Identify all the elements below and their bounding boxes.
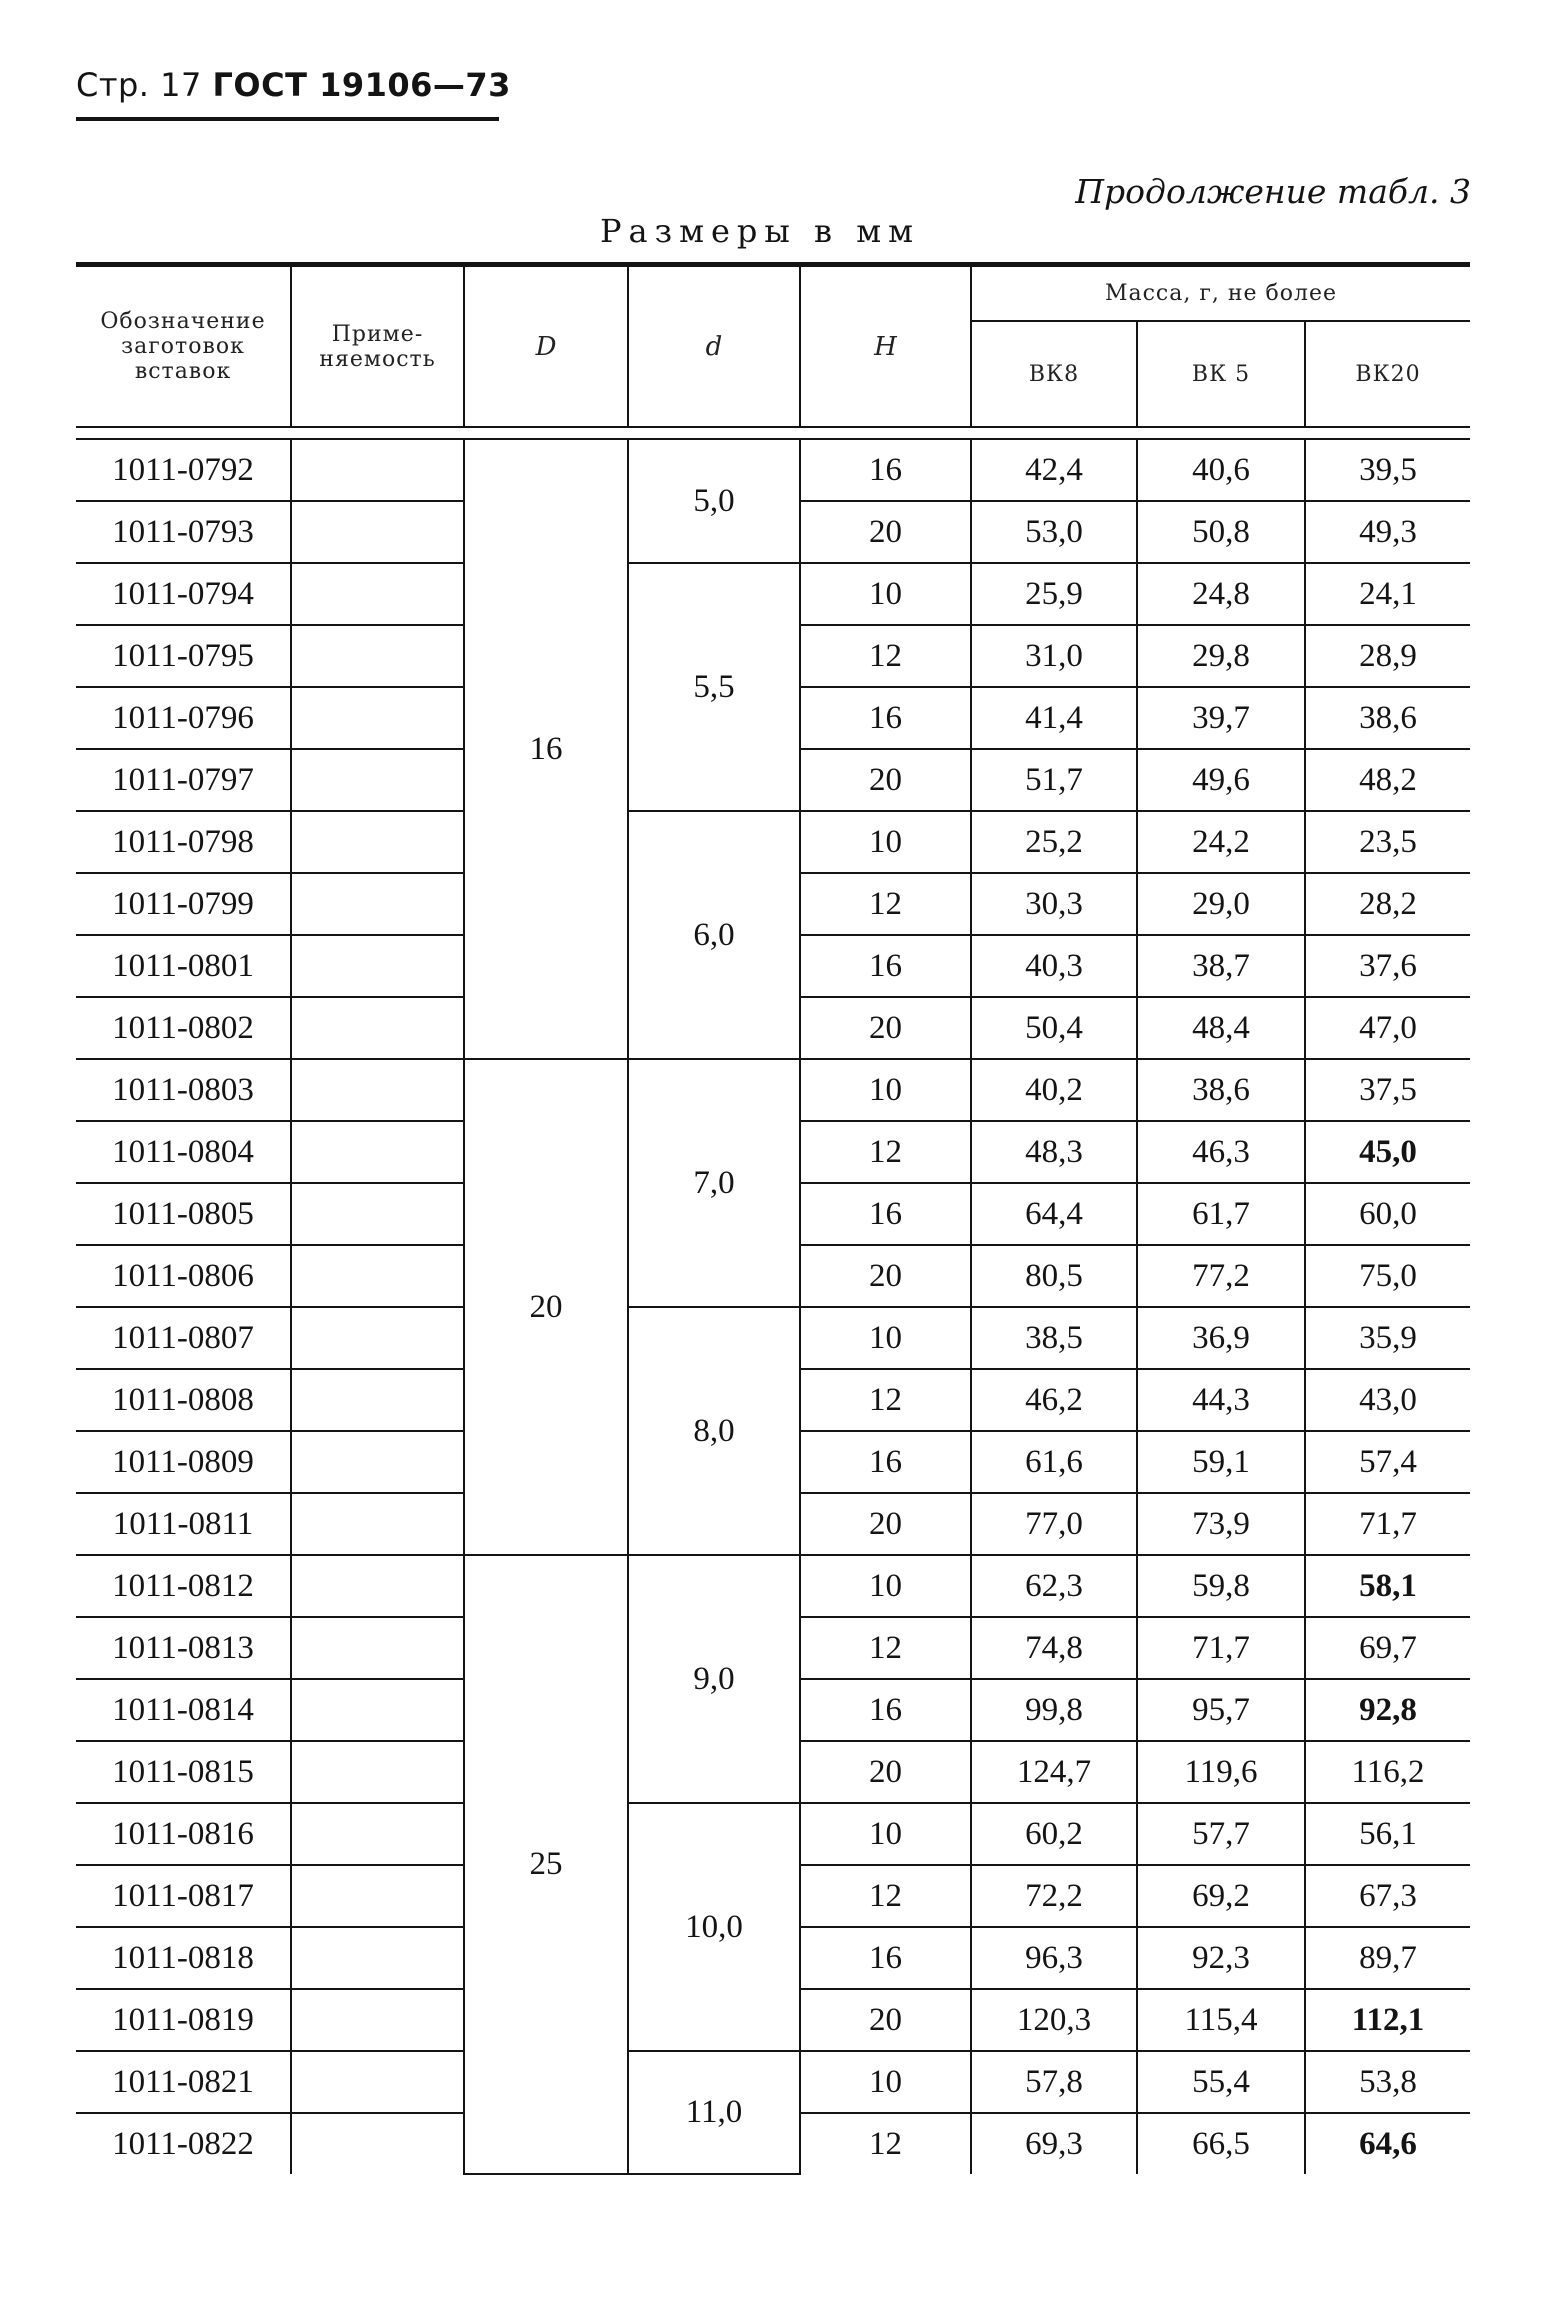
header-separator [76, 427, 1470, 439]
cell-mass-vk20: 45,0 [1305, 1121, 1470, 1183]
dimensions-note: Размеры в мм [600, 212, 920, 250]
cell-mass-vk20: 89,7 [1305, 1927, 1470, 1989]
table-row [76, 1307, 1470, 1369]
cell-mass-vk15: 71,7 [1137, 1617, 1305, 1679]
cell-applicability [291, 1555, 464, 1617]
cell-mass-vk20: 48,2 [1305, 749, 1470, 811]
cell-mass-vk20: 56,1 [1305, 1803, 1470, 1865]
col-header-vk20: ВК20 [1305, 321, 1470, 427]
cell-mass-vk20: 28,9 [1305, 625, 1470, 687]
page-number: Стр. 17 [76, 66, 202, 104]
cell-mass-vk15: 73,9 [1137, 1493, 1305, 1555]
cell-mass-vk15: 61,7 [1137, 1183, 1305, 1245]
page-header [76, 66, 511, 104]
cell-mass-vk20: 23,5 [1305, 811, 1470, 873]
cell-mass-vk8: 40,3 [971, 935, 1137, 997]
cell-applicability [291, 439, 464, 501]
cell-mass-vk15: 48,4 [1137, 997, 1305, 1059]
cell-mass-vk20: 69,7 [1305, 1617, 1470, 1679]
cell-applicability [291, 935, 464, 997]
mass-table [76, 267, 1470, 2175]
table-body [76, 439, 1470, 2174]
cell-H: 12 [800, 1617, 971, 1679]
cell-applicability [291, 2113, 464, 2174]
cell-H: 16 [800, 1679, 971, 1741]
cell-applicability [291, 1493, 464, 1555]
standard-number: ГОСТ 19106—73 [212, 66, 511, 104]
cell-mass-vk15: 66,5 [1137, 2113, 1305, 2174]
cell-applicability [291, 501, 464, 563]
table-row [76, 1059, 1470, 1121]
table-row [76, 2051, 1470, 2113]
cell-applicability [291, 1059, 464, 1121]
cell-code: 1011-0796 [76, 687, 291, 749]
cell-mass-vk20: 112,1 [1305, 1989, 1470, 2051]
cell-code: 1011-0795 [76, 625, 291, 687]
cell-applicability [291, 2051, 464, 2113]
cell-mass-vk8: 46,2 [971, 1369, 1137, 1431]
cell-applicability [291, 1617, 464, 1679]
cell-H: 16 [800, 1431, 971, 1493]
cell-applicability [291, 1369, 464, 1431]
cell-mass-vk20: 71,7 [1305, 1493, 1470, 1555]
cell-d-group: 5,0 [628, 439, 800, 563]
cell-mass-vk20: 116,2 [1305, 1741, 1470, 1803]
cell-mass-vk20: 47,0 [1305, 997, 1470, 1059]
cell-mass-vk15: 50,8 [1137, 501, 1305, 563]
table-container [76, 262, 1470, 2175]
cell-mass-vk8: 48,3 [971, 1121, 1137, 1183]
cell-mass-vk8: 77,0 [971, 1493, 1137, 1555]
table-row [76, 1555, 1470, 1617]
cell-H: 16 [800, 1927, 971, 1989]
cell-mass-vk8: 25,2 [971, 811, 1137, 873]
cell-mass-vk15: 55,4 [1137, 2051, 1305, 2113]
cell-mass-vk15: 92,3 [1137, 1927, 1305, 1989]
cell-applicability [291, 1989, 464, 2051]
cell-code: 1011-0821 [76, 2051, 291, 2113]
cell-mass-vk20: 37,5 [1305, 1059, 1470, 1121]
cell-mass-vk8: 60,2 [971, 1803, 1137, 1865]
cell-mass-vk20: 49,3 [1305, 501, 1470, 563]
cell-applicability [291, 625, 464, 687]
cell-applicability [291, 1865, 464, 1927]
cell-mass-vk20: 67,3 [1305, 1865, 1470, 1927]
cell-H: 10 [800, 1555, 971, 1617]
cell-mass-vk8: 69,3 [971, 2113, 1137, 2174]
cell-mass-vk15: 115,4 [1137, 1989, 1305, 2051]
cell-H: 12 [800, 873, 971, 935]
cell-code: 1011-0806 [76, 1245, 291, 1307]
cell-H: 10 [800, 1059, 971, 1121]
cell-d-group: 6,0 [628, 811, 800, 1059]
cell-mass-vk8: 62,3 [971, 1555, 1137, 1617]
cell-H: 16 [800, 935, 971, 997]
cell-applicability [291, 873, 464, 935]
cell-mass-vk8: 53,0 [971, 501, 1137, 563]
cell-code: 1011-0808 [76, 1369, 291, 1431]
cell-mass-vk8: 80,5 [971, 1245, 1137, 1307]
cell-mass-vk15: 119,6 [1137, 1741, 1305, 1803]
cell-H: 10 [800, 1307, 971, 1369]
cell-mass-vk8: 96,3 [971, 1927, 1137, 1989]
cell-d-group: 10,0 [628, 1803, 800, 2051]
cell-applicability [291, 1121, 464, 1183]
table-row [76, 439, 1470, 501]
cell-code: 1011-0819 [76, 1989, 291, 2051]
cell-mass-vk8: 31,0 [971, 625, 1137, 687]
cell-applicability [291, 749, 464, 811]
col-header-d-label: d [705, 331, 723, 362]
cell-code: 1011-0805 [76, 1183, 291, 1245]
cell-D-group: 20 [464, 1059, 628, 1555]
col-header-D-label: D [535, 331, 557, 362]
cell-mass-vk15: 24,8 [1137, 563, 1305, 625]
cell-mass-vk8: 50,4 [971, 997, 1137, 1059]
cell-mass-vk20: 60,0 [1305, 1183, 1470, 1245]
cell-mass-vk20: 35,9 [1305, 1307, 1470, 1369]
cell-mass-vk20: 64,6 [1305, 2113, 1470, 2174]
cell-mass-vk20: 75,0 [1305, 1245, 1470, 1307]
cell-d-group: 7,0 [628, 1059, 800, 1307]
cell-code: 1011-0802 [76, 997, 291, 1059]
cell-mass-vk8: 42,4 [971, 439, 1137, 501]
cell-mass-vk15: 57,7 [1137, 1803, 1305, 1865]
cell-code: 1011-0818 [76, 1927, 291, 1989]
cell-mass-vk8: 64,4 [971, 1183, 1137, 1245]
cell-mass-vk8: 40,2 [971, 1059, 1137, 1121]
table-row [76, 563, 1470, 625]
cell-code: 1011-0815 [76, 1741, 291, 1803]
cell-H: 20 [800, 997, 971, 1059]
cell-mass-vk15: 59,1 [1137, 1431, 1305, 1493]
table-continuation-label: Продолжение табл. 3 [1075, 172, 1471, 211]
table-row [76, 811, 1470, 873]
cell-D-group: 25 [464, 1555, 628, 2174]
cell-mass-vk15: 24,2 [1137, 811, 1305, 873]
cell-d-group: 9,0 [628, 1555, 800, 1803]
cell-d-group: 11,0 [628, 2051, 800, 2174]
cell-mass-vk8: 99,8 [971, 1679, 1137, 1741]
cell-applicability [291, 811, 464, 873]
cell-H: 12 [800, 1369, 971, 1431]
cell-mass-vk8: 25,9 [971, 563, 1137, 625]
cell-d-group: 5,5 [628, 563, 800, 811]
col-header-H-label: H [874, 331, 897, 362]
cell-mass-vk20: 38,6 [1305, 687, 1470, 749]
col-header-D [464, 267, 628, 427]
cell-mass-vk15: 59,8 [1137, 1555, 1305, 1617]
cell-H: 12 [800, 2113, 971, 2174]
cell-code: 1011-0793 [76, 501, 291, 563]
cell-H: 20 [800, 749, 971, 811]
cell-mass-vk8: 61,6 [971, 1431, 1137, 1493]
cell-code: 1011-0797 [76, 749, 291, 811]
cell-mass-vk8: 74,8 [971, 1617, 1137, 1679]
cell-code: 1011-0816 [76, 1803, 291, 1865]
cell-applicability [291, 1803, 464, 1865]
cell-code: 1011-0792 [76, 439, 291, 501]
cell-H: 16 [800, 439, 971, 501]
col-header-H [800, 267, 971, 427]
cell-applicability [291, 997, 464, 1059]
cell-mass-vk8: 124,7 [971, 1741, 1137, 1803]
cell-H: 16 [800, 687, 971, 749]
cell-mass-vk15: 77,2 [1137, 1245, 1305, 1307]
cell-mass-vk20: 28,2 [1305, 873, 1470, 935]
col-header-d [628, 267, 800, 427]
cell-mass-vk20: 58,1 [1305, 1555, 1470, 1617]
cell-mass-vk8: 120,3 [971, 1989, 1137, 2051]
cell-code: 1011-0822 [112, 2125, 254, 2162]
cell-mass-vk15: 38,6 [1137, 1059, 1305, 1121]
cell-applicability [291, 563, 464, 625]
cell-mass-vk20: 24,1 [1305, 563, 1470, 625]
cell-mass-vk8: 51,7 [971, 749, 1137, 811]
col-header-applicability: Приме-няемость [291, 267, 464, 427]
cell-H: 20 [800, 1245, 971, 1307]
cell-mass-vk20: 39,5 [1305, 439, 1470, 501]
cell-mass-vk8: 38,5 [971, 1307, 1137, 1369]
cell-applicability [291, 1741, 464, 1803]
cell-code: 1011-0807 [76, 1307, 291, 1369]
col-header-vk8: ВК8 [971, 321, 1137, 427]
cell-mass-vk15: 46,3 [1137, 1121, 1305, 1183]
cell-H: 20 [800, 1989, 971, 2051]
cell-mass-vk15: 36,9 [1137, 1307, 1305, 1369]
cell-H: 10 [800, 563, 971, 625]
cell-mass-vk20: 92,8 [1305, 1679, 1470, 1741]
cell-H: 16 [800, 1183, 971, 1245]
cell-D-group: 16 [464, 439, 628, 1059]
cell-applicability [291, 1927, 464, 1989]
cell-mass-vk20: 43,0 [1305, 1369, 1470, 1431]
cell-mass-vk20: 37,6 [1305, 935, 1470, 997]
cell-applicability [291, 1431, 464, 1493]
cell-code: 1011-0803 [76, 1059, 291, 1121]
cell-mass-vk15: 39,7 [1137, 687, 1305, 749]
cell-code: 1011-0814 [76, 1679, 291, 1741]
cell-H: 10 [800, 1803, 971, 1865]
cell-mass-vk8: 30,3 [971, 873, 1137, 935]
cell-H: 20 [800, 501, 971, 563]
cell-code: 1011-0812 [76, 1555, 291, 1617]
col-header-code: Обозначение заготовок вставок [100, 309, 266, 384]
header-underline [76, 117, 499, 121]
cell-mass-vk20: 53,8 [1305, 2051, 1470, 2113]
cell-mass-vk15: 29,8 [1137, 625, 1305, 687]
cell-applicability [291, 1307, 464, 1369]
cell-mass-vk15: 29,0 [1137, 873, 1305, 935]
cell-applicability [291, 1183, 464, 1245]
cell-mass-vk8: 41,4 [971, 687, 1137, 749]
cell-code: 1011-0801 [76, 935, 291, 997]
cell-mass-vk15: 49,6 [1137, 749, 1305, 811]
cell-mass-vk15: 69,2 [1137, 1865, 1305, 1927]
cell-H: 10 [800, 811, 971, 873]
cell-mass-vk15: 44,3 [1137, 1369, 1305, 1431]
cell-applicability [291, 1679, 464, 1741]
cell-H: 10 [800, 2051, 971, 2113]
cell-code: 1011-0809 [76, 1431, 291, 1493]
cell-code: 1011-0817 [76, 1865, 291, 1927]
cell-H: 12 [800, 1865, 971, 1927]
cell-H: 12 [800, 625, 971, 687]
cell-code: 1011-0804 [76, 1121, 291, 1183]
cell-H: 20 [800, 1741, 971, 1803]
col-header-mass: Масса, г, не более [971, 267, 1470, 321]
cell-code: 1011-0799 [76, 873, 291, 935]
cell-code: 1011-0798 [76, 811, 291, 873]
cell-code: 1011-0794 [76, 563, 291, 625]
cell-code: 1011-0813 [76, 1617, 291, 1679]
cell-applicability [291, 1245, 464, 1307]
cell-mass-vk20: 57,4 [1305, 1431, 1470, 1493]
cell-code: 1011-0811 [76, 1493, 291, 1555]
cell-applicability [291, 687, 464, 749]
cell-mass-vk15: 95,7 [1137, 1679, 1305, 1741]
cell-H: 20 [800, 1493, 971, 1555]
cell-mass-vk15: 38,7 [1137, 935, 1305, 997]
table-row [76, 1803, 1470, 1865]
cell-d-group: 8,0 [628, 1307, 800, 1555]
cell-mass-vk8: 72,2 [971, 1865, 1137, 1927]
cell-mass-vk8: 57,8 [971, 2051, 1137, 2113]
col-header-vk15: ВК 5 [1137, 321, 1305, 427]
cell-H: 12 [800, 1121, 971, 1183]
cell-mass-vk15: 40,6 [1137, 439, 1305, 501]
